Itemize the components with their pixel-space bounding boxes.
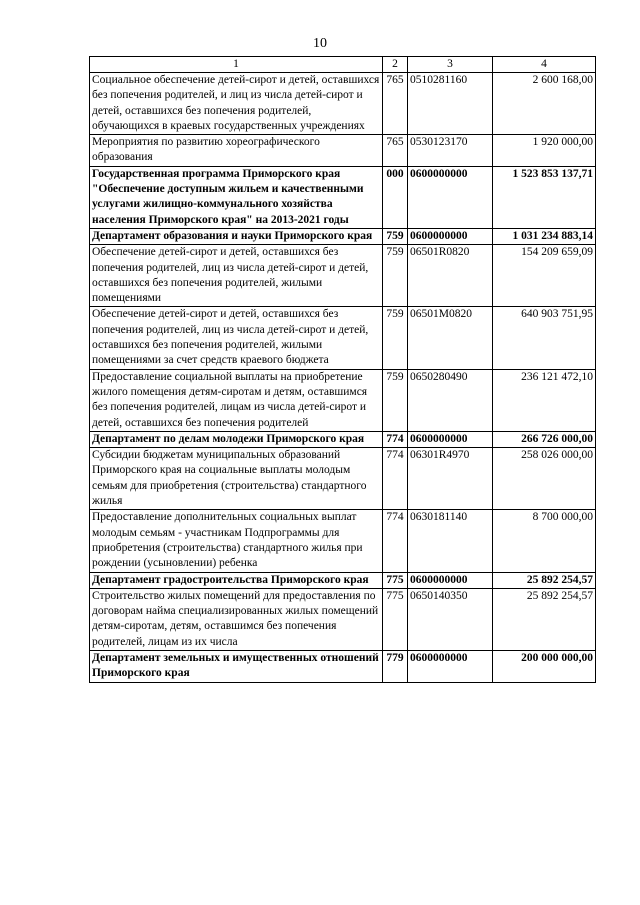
row-amount: 25 892 254,57 <box>493 588 596 650</box>
row-department-code: 774 <box>383 448 408 510</box>
table-row <box>90 510 596 572</box>
table-row <box>90 166 596 228</box>
table-row <box>90 650 596 682</box>
row-department-code: 774 <box>383 431 408 447</box>
table-row <box>90 431 596 447</box>
row-target-article-code: 06501M0820 <box>408 307 493 369</box>
row-department-code: 779 <box>383 650 408 682</box>
row-target-article-code: 0600000000 <box>408 572 493 588</box>
row-description: Департамент по делам молодежи Приморского края <box>90 431 383 447</box>
row-amount: 8 700 000,00 <box>493 510 596 572</box>
table-row <box>90 448 596 510</box>
table-header-row <box>90 57 596 73</box>
row-target-article-code: 0650280490 <box>408 369 493 431</box>
table-row <box>90 307 596 369</box>
row-department-code: 759 <box>383 369 408 431</box>
row-target-article-code: 0600000000 <box>408 228 493 244</box>
row-amount: 154 209 659,09 <box>493 245 596 307</box>
row-target-article-code: 06501R0820 <box>408 245 493 307</box>
row-department-code: 774 <box>383 510 408 572</box>
table-row <box>90 135 596 167</box>
row-description: Департамент образования и науки Приморского края <box>90 228 383 244</box>
row-description: Департамент градостроительства Приморского края <box>90 572 383 588</box>
table-row <box>90 572 596 588</box>
table-row <box>90 73 596 135</box>
row-description: Обеспечение детей-сирот и детей, оставшихся без попечения родителей, лиц из числа детей-сирот и детей, оставшихся без попечения родителей, жилыми помещениями за счет средств краевого бюджета <box>90 307 383 369</box>
row-department-code: 765 <box>383 135 408 167</box>
row-description: Строительство жилых помещений для предоставления по договорам найма специализированных жилых помещений детям-сиротам, детям, оставшимся без попечения родителей, лицам из их числа <box>90 588 383 650</box>
row-amount: 2 600 168,00 <box>493 73 596 135</box>
row-target-article-code: 0600000000 <box>408 650 493 682</box>
row-amount: 25 892 254,57 <box>493 572 596 588</box>
row-description: Предоставление дополнительных социальных выплат молодым семьям - участникам Подпрограммы для приобретения (строительства) стандартного жилья при рождении (усыновлении) ребенка <box>90 510 383 572</box>
row-department-code: 775 <box>383 588 408 650</box>
row-department-code: 759 <box>383 228 408 244</box>
row-amount: 266 726 000,00 <box>493 431 596 447</box>
row-target-article-code: 06301R4970 <box>408 448 493 510</box>
row-amount: 1 523 853 137,71 <box>493 166 596 228</box>
column-header-2: 2 <box>383 57 408 73</box>
row-amount: 258 026 000,00 <box>493 448 596 510</box>
row-description: Мероприятия по развитию хореографического образования <box>90 135 383 167</box>
table-row <box>90 369 596 431</box>
row-target-article-code: 0530123170 <box>408 135 493 167</box>
row-department-code: 000 <box>383 166 408 228</box>
page-number: 10 <box>313 36 327 51</box>
row-department-code: 759 <box>383 307 408 369</box>
column-header-4: 4 <box>493 57 596 73</box>
row-amount: 200 000 000,00 <box>493 650 596 682</box>
row-description: Государственная программа Приморского края "Обеспечение доступным жильем и качественными услугами жилищно-коммунального хозяйства населения Приморского края" на 2013-2021 годы <box>90 166 383 228</box>
row-amount: 640 903 751,95 <box>493 307 596 369</box>
column-header-3: 3 <box>408 57 493 73</box>
row-department-code: 759 <box>383 245 408 307</box>
budget-table <box>89 56 596 683</box>
row-description: Обеспечение детей-сирот и детей, оставшихся без попечения родителей, лиц из числа детей-сирот и детей, оставшихся без попечения родителей, жилыми помещениями <box>90 245 383 307</box>
row-department-code: 775 <box>383 572 408 588</box>
table-body <box>90 73 596 683</box>
row-amount: 1 031 234 883,14 <box>493 228 596 244</box>
row-amount: 236 121 472,10 <box>493 369 596 431</box>
table-row <box>90 588 596 650</box>
row-department-code: 765 <box>383 73 408 135</box>
column-header-1: 1 <box>90 57 383 73</box>
row-amount: 1 920 000,00 <box>493 135 596 167</box>
row-description: Предоставление социальной выплаты на приобретение жилого помещения детям-сиротам и детям, оставшимся без попечения родителей, лицам из числа детей-сирот и детей, оставшихся без попечения родителей <box>90 369 383 431</box>
row-description: Субсидии бюджетам муниципальных образований Приморского края на социальные выплаты молодым семьям для приобретения (строительства) стандартного жилья <box>90 448 383 510</box>
table-row <box>90 245 596 307</box>
row-target-article-code: 0630181140 <box>408 510 493 572</box>
row-target-article-code: 0600000000 <box>408 431 493 447</box>
row-target-article-code: 0650140350 <box>408 588 493 650</box>
row-description: Департамент земельных и имущественных отношений Приморского края <box>90 650 383 682</box>
table-row <box>90 228 596 244</box>
row-target-article-code: 0510281160 <box>408 73 493 135</box>
row-target-article-code: 0600000000 <box>408 166 493 228</box>
row-description: Социальное обеспечение детей-сирот и детей, оставшихся без попечения родителей, и лиц из числа детей-сирот и детей, оставшихся без попечения родителей, обучающихся в краевых государственных учреждениях <box>90 73 383 135</box>
